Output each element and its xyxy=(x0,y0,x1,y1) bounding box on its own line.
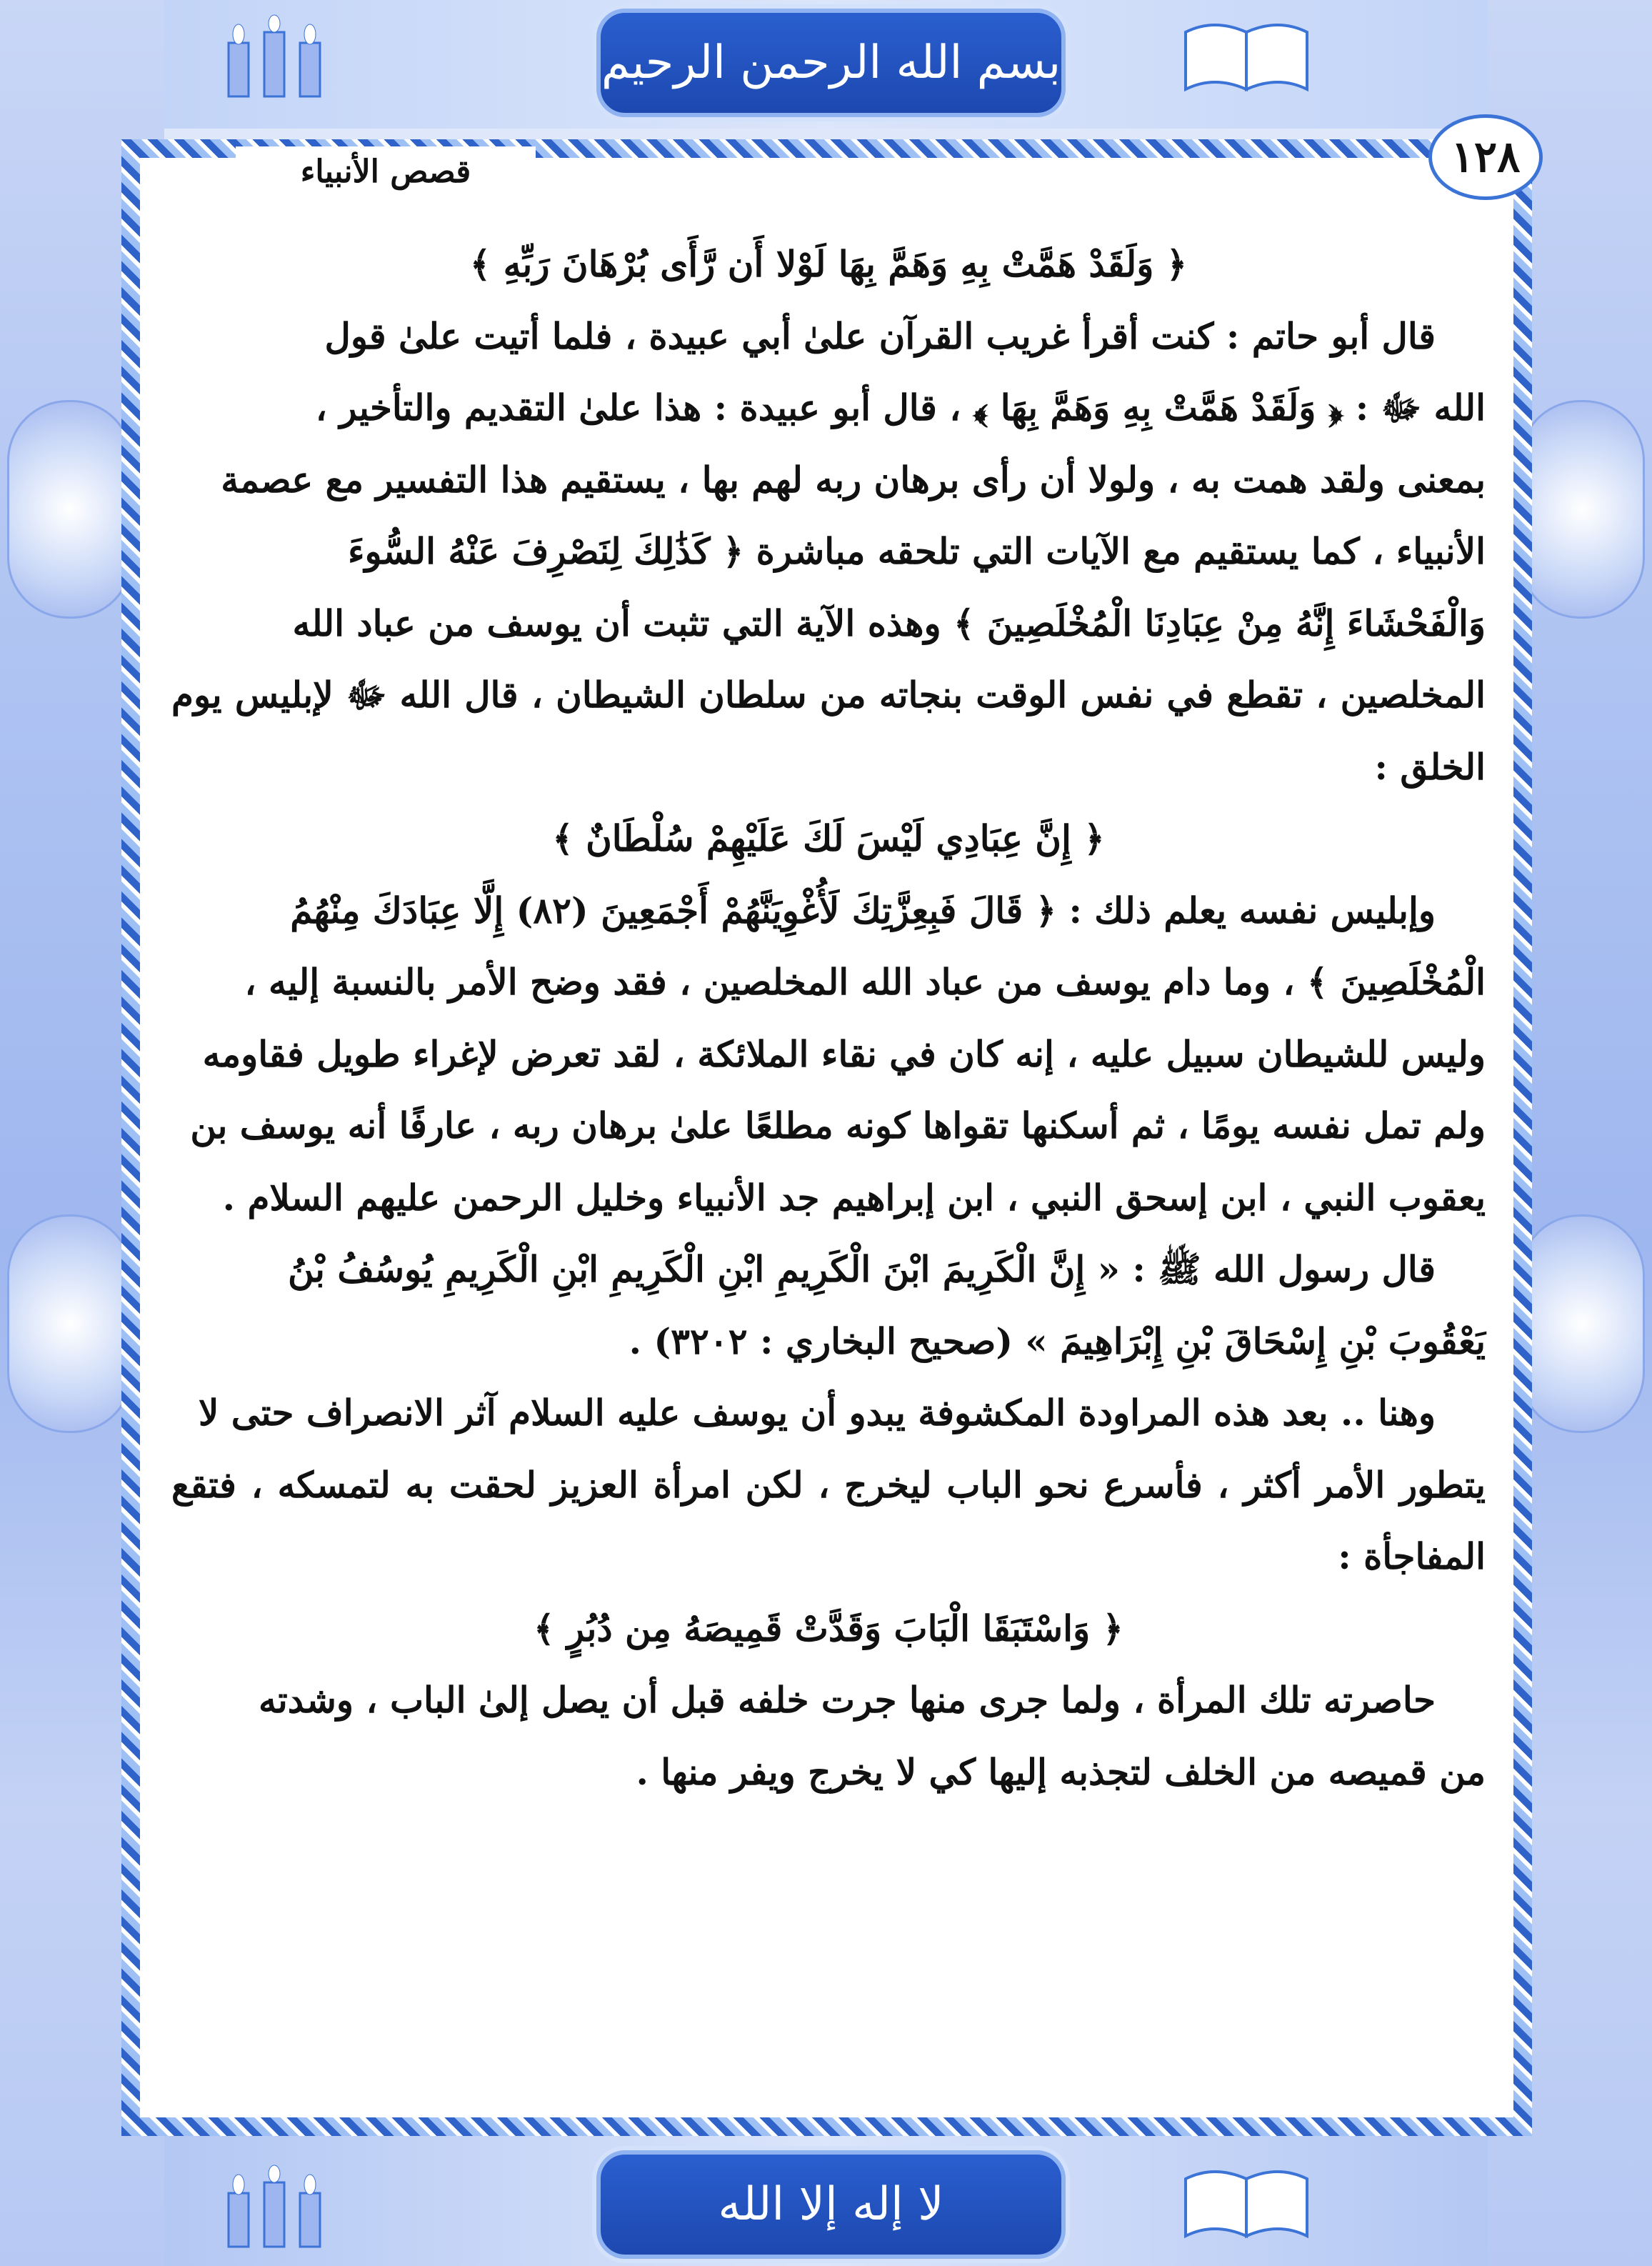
quran-verse: ﴿ وَاسْتَبَقَا الْبَابَ وَقَدَّتْ قَمِيصَهُ مِن دُبُرٍ ﴾ xyxy=(534,1607,1123,1649)
hadith-line: قال رسول الله ﷺ : « إِنَّ الْكَرِيمَ ابْنَ الْكَرِيمِ ابْنِ الْكَرِيمِ ابْنِ الْكَرِيمِ يُوسُفُ بْنُ xyxy=(287,1248,1436,1290)
candles-icon xyxy=(214,14,336,100)
text-line: بمعنى ولقد همت به ، ولولا أن رأى برهان ربه لهم بها ، يستقيم هذا التفسير مع عصمة xyxy=(221,458,1486,501)
text-line: وَالْفَحْشَاءَ إِنَّهُ مِنْ عِبَادِنَا الْمُخْلَصِينَ ﴾ وهذه الآية التي تثبت أن يوسف من عباد الله xyxy=(292,602,1486,644)
left-calligraphy-medallion-lower xyxy=(7,1214,133,1433)
text-line: حاصرته تلك المرأة ، ولما جرى منها جرت خلفه قبل أن يصل إلىٰ الباب ، وشدته xyxy=(259,1679,1436,1721)
text-line: الله ﷻ : ﴿ وَلَقَدْ هَمَّتْ بِهِ وَهَمَّ بِهَا ﴾ ، قال أبو عبيدة : هذا علىٰ التقديم والتأخير ، xyxy=(315,386,1486,429)
hadith-line: يَعْقُوبَ بْنِ إِسْحَاقَ بْنِ إِبْرَاهِيمَ » (صحيح البخاري : ٣٢٠٢) . xyxy=(629,1319,1486,1362)
open-book-icon xyxy=(1178,11,1314,96)
left-calligraphy-medallion xyxy=(7,400,133,619)
text-line: يعقوب النبي ، ابن إسحق النبي ، ابن إبراهيم جد الأنبياء وخليل الرحمن عليهم السلام . xyxy=(222,1176,1486,1219)
text-line: وليس للشيطان سبيل عليه ، إنه كان في نقاء الملائكة ، لقد تعرض لإغراء طويل فقاومه xyxy=(202,1032,1486,1075)
body-text xyxy=(171,229,1486,1808)
text-line: من قميصه من الخلف لتجذبه إليها كي لا يخرج ويفر منها . xyxy=(636,1750,1486,1793)
page-number: ١٢٨ xyxy=(1451,132,1521,182)
text-line: وهنا .. بعد هذه المراودة المكشوفة يبدو أن يوسف عليه السلام آثر الانصراف حتى لا xyxy=(198,1392,1436,1434)
running-book-title xyxy=(236,146,536,196)
text-line: المخلصين ، تقطع في نفس الوقت بنجاته من سلطان الشيطان ، قال الله ﷻ لإبليس يوم الخلق : xyxy=(171,674,1486,788)
basmala-text: بسم الله الرحمن الرحيم xyxy=(601,36,1061,89)
page-number-badge xyxy=(1428,114,1543,200)
text-line: قال أبو حاتم : كنت أقرأ غريب القرآن علىٰ أبي عبيدة ، فلما أتيت علىٰ قول xyxy=(324,314,1436,357)
quran-verse: ﴿ إِنَّ عِبَادِي لَيْسَ لَكَ عَلَيْهِمْ سُلْطَانٌ ﴾ xyxy=(552,817,1105,859)
text-line: ولم تمل نفسه يومًا ، ثم أسكنها تقواها كونه مطلعًا علىٰ برهان ربه ، عارفًا أنه يوسف بن xyxy=(190,1104,1486,1147)
text-line: الأنبياء ، كما يستقيم مع الآيات التي تلحقه مباشرة ﴿ كَذَٰلِكَ لِنَصْرِفَ عَنْهُ السُّوءَ xyxy=(347,530,1486,572)
right-calligraphy-medallion-lower xyxy=(1519,1214,1645,1433)
basmala-cartouche xyxy=(596,9,1066,117)
candles-icon-bottom xyxy=(214,2165,336,2250)
open-book-icon-bottom xyxy=(1178,2157,1314,2243)
tahlil-text: لا إله إلا الله xyxy=(718,2178,944,2231)
text-line: الْمُخْلَصِينَ ﴾ ، وما دام يوسف من عباد الله المخلصين ، فقد وضح الأمر بالنسبة إليه ، xyxy=(244,961,1486,1003)
quran-verse: ﴿ وَلَقَدْ هَمَّتْ بِهِ وَهَمَّ بِهَا لَوْلا أَن رَّأَى بُرْهَانَ رَبِّهِ ﴾ xyxy=(469,243,1188,285)
right-calligraphy-medallion xyxy=(1519,400,1645,619)
text-line: يتطور الأمر أكثر ، فأسرع نحو الباب ليخرج ، لكن امرأة العزيز لحقت به لتمسكه ، فتقع المفاجأة : xyxy=(171,1463,1486,1577)
tahlil-cartouche xyxy=(596,2150,1066,2259)
text-line: وإبليس نفسه يعلم ذلك : ﴿ قَالَ فَبِعِزَّتِكَ لَأُغْوِيَنَّهُمْ أَجْمَعِينَ (٨٢) إِلَّا عِبَادَكَ مِنْهُمُ xyxy=(290,889,1436,932)
book-title: قصص الأنبياء xyxy=(300,153,471,190)
